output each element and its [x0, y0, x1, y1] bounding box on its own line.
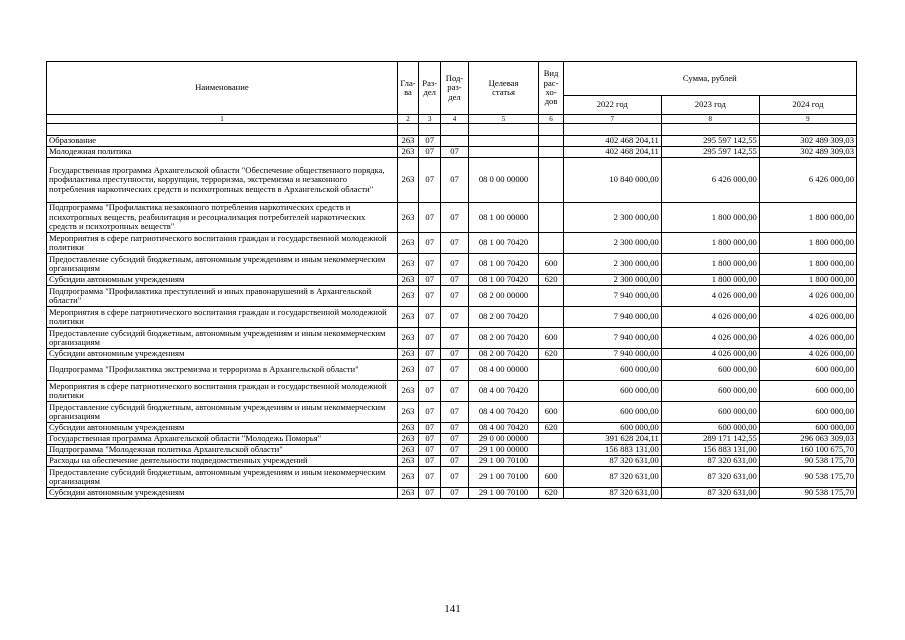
row-razdel: 07 — [419, 147, 441, 158]
row-vid — [539, 233, 563, 254]
table-row — [47, 423, 857, 434]
row-sum-2024: 6 426 000,00 — [759, 158, 856, 203]
row-glava: 263 — [397, 360, 418, 381]
row-vid — [539, 307, 563, 328]
row-sum-2024: 302 489 309,03 — [759, 136, 856, 147]
row-razdel: 07 — [419, 381, 441, 402]
row-sum-2022: 391 628 204,11 — [563, 434, 661, 445]
row-sum-2023: 1 800 000,00 — [661, 254, 759, 275]
table-row — [47, 203, 857, 233]
table-row — [47, 488, 857, 499]
row-vid — [539, 445, 563, 456]
row-glava: 263 — [397, 381, 418, 402]
row-sum-2024: 600 000,00 — [759, 360, 856, 381]
row-sum-2023: 4 026 000,00 — [661, 286, 759, 307]
row-name: Предоставление субсидий бюджетным, автономным учреждениям и иным некоммерческим организациям — [47, 402, 398, 423]
row-razdel: 07 — [419, 360, 441, 381]
row-tselevaya: 29 1 00 00000 — [468, 445, 539, 456]
row-glava: 263 — [397, 445, 418, 456]
row-sum-2022: 600 000,00 — [563, 402, 661, 423]
row-sum-2022: 87 320 631,00 — [563, 488, 661, 499]
row-sum-2024: 1 800 000,00 — [759, 275, 856, 286]
row-sum-2024: 600 000,00 — [759, 381, 856, 402]
row-glava: 263 — [397, 423, 418, 434]
row-glava: 263 — [397, 402, 418, 423]
row-podrazdel: 07 — [441, 423, 468, 434]
row-tselevaya: 08 4 00 70420 — [468, 423, 539, 434]
row-podrazdel: 07 — [441, 233, 468, 254]
row-sum-2024: 1 800 000,00 — [759, 254, 856, 275]
column-number: 8 — [661, 115, 759, 124]
row-name: Субсидии автономным учреждениям — [47, 275, 398, 286]
row-glava: 263 — [397, 456, 418, 467]
row-vid: 620 — [539, 423, 563, 434]
row-podrazdel: 07 — [441, 147, 468, 158]
row-podrazdel: 07 — [441, 307, 468, 328]
row-sum-2023: 1 800 000,00 — [661, 203, 759, 233]
column-number: 1 — [47, 115, 398, 124]
row-sum-2023: 4 026 000,00 — [661, 328, 759, 349]
row-sum-2024: 4 026 000,00 — [759, 349, 856, 360]
table-row — [47, 254, 857, 275]
column-number: 2 — [397, 115, 418, 124]
row-vid — [539, 203, 563, 233]
row-sum-2022: 2 300 000,00 — [563, 275, 661, 286]
row-sum-2023: 87 320 631,00 — [661, 467, 759, 488]
row-name: Предоставление субсидий бюджетным, автономным учреждениям и иным некоммерческим организациям — [47, 254, 398, 275]
row-tselevaya: 08 2 00 70420 — [468, 307, 539, 328]
row-sum-2023: 1 800 000,00 — [661, 233, 759, 254]
table-row — [47, 158, 857, 203]
row-razdel: 07 — [419, 402, 441, 423]
row-podrazdel: 07 — [441, 467, 468, 488]
table-row — [47, 445, 857, 456]
row-sum-2022: 600 000,00 — [563, 423, 661, 434]
row-name: Образование — [47, 136, 398, 147]
row-sum-2023: 600 000,00 — [661, 360, 759, 381]
row-glava: 263 — [397, 136, 418, 147]
row-sum-2023: 600 000,00 — [661, 381, 759, 402]
row-sum-2023: 87 320 631,00 — [661, 456, 759, 467]
header-vid: Вид рас- хо- дов — [539, 62, 563, 115]
table-row — [47, 275, 857, 286]
row-tselevaya — [468, 136, 539, 147]
row-sum-2024: 600 000,00 — [759, 423, 856, 434]
row-sum-2023: 87 320 631,00 — [661, 488, 759, 499]
table-row — [47, 434, 857, 445]
header-name: Наименование — [47, 62, 398, 115]
row-sum-2024: 1 800 000,00 — [759, 233, 856, 254]
row-tselevaya: 08 4 00 70420 — [468, 402, 539, 423]
row-sum-2024: 90 538 175,70 — [759, 456, 856, 467]
row-podrazdel: 07 — [441, 328, 468, 349]
row-sum-2022: 402 468 204,11 — [563, 136, 661, 147]
row-razdel: 07 — [419, 136, 441, 147]
row-sum-2022: 87 320 631,00 — [563, 456, 661, 467]
row-vid — [539, 286, 563, 307]
header-glava: Гла- ва — [397, 62, 418, 115]
row-razdel: 07 — [419, 275, 441, 286]
row-name: Подпрограмма "Молодежная политика Архангельской области" — [47, 445, 398, 456]
table-row — [47, 360, 857, 381]
row-tselevaya: 08 1 00 00000 — [468, 203, 539, 233]
table-row — [47, 456, 857, 467]
row-sum-2023: 1 800 000,00 — [661, 275, 759, 286]
table-row — [47, 349, 857, 360]
row-razdel: 07 — [419, 349, 441, 360]
row-name: Мероприятия в сфере патриотического воспитания граждан и государственной молодежной политики — [47, 307, 398, 328]
row-sum-2022: 7 940 000,00 — [563, 307, 661, 328]
row-razdel: 07 — [419, 423, 441, 434]
row-vid — [539, 158, 563, 203]
row-glava: 263 — [397, 254, 418, 275]
row-razdel: 07 — [419, 233, 441, 254]
row-razdel: 07 — [419, 158, 441, 203]
row-tselevaya: 08 4 00 70420 — [468, 381, 539, 402]
row-name: Предоставление субсидий бюджетным, автономным учреждениям и иным некоммерческим организациям — [47, 328, 398, 349]
table-row — [47, 307, 857, 328]
row-vid: 620 — [539, 488, 563, 499]
row-tselevaya: 08 0 00 00000 — [468, 158, 539, 203]
row-vid — [539, 147, 563, 158]
row-glava: 263 — [397, 203, 418, 233]
row-sum-2023: 600 000,00 — [661, 423, 759, 434]
row-glava: 263 — [397, 328, 418, 349]
row-name: Молодежная политика — [47, 147, 398, 158]
row-vid — [539, 360, 563, 381]
header-year-2022: 2022 год — [563, 96, 661, 115]
row-sum-2023: 4 026 000,00 — [661, 307, 759, 328]
row-podrazdel: 07 — [441, 203, 468, 233]
row-glava: 263 — [397, 233, 418, 254]
row-sum-2022: 10 840 000,00 — [563, 158, 661, 203]
row-glava: 263 — [397, 158, 418, 203]
row-glava: 263 — [397, 147, 418, 158]
row-tselevaya: 29 1 00 70100 — [468, 456, 539, 467]
row-sum-2024: 90 538 175,70 — [759, 467, 856, 488]
row-glava: 263 — [397, 349, 418, 360]
table-row — [47, 233, 857, 254]
row-tselevaya: 08 2 00 70420 — [468, 328, 539, 349]
row-podrazdel: 07 — [441, 402, 468, 423]
row-sum-2022: 402 468 204,11 — [563, 147, 661, 158]
table-row — [47, 286, 857, 307]
row-razdel: 07 — [419, 488, 441, 499]
row-sum-2022: 7 940 000,00 — [563, 328, 661, 349]
row-razdel: 07 — [419, 254, 441, 275]
row-podrazdel: 07 — [441, 275, 468, 286]
table-row — [47, 147, 857, 158]
row-sum-2023: 6 426 000,00 — [661, 158, 759, 203]
row-podrazdel: 07 — [441, 434, 468, 445]
header-row — [47, 62, 857, 96]
table-row — [47, 381, 857, 402]
row-sum-2023: 600 000,00 — [661, 402, 759, 423]
row-podrazdel: 07 — [441, 158, 468, 203]
budget-table — [46, 61, 857, 499]
row-sum-2024: 296 063 309,03 — [759, 434, 856, 445]
table-body — [47, 62, 857, 499]
row-tselevaya: 08 4 00 00000 — [468, 360, 539, 381]
table-row — [47, 467, 857, 488]
row-vid: 600 — [539, 402, 563, 423]
column-number: 6 — [539, 115, 563, 124]
row-vid — [539, 456, 563, 467]
row-glava: 263 — [397, 467, 418, 488]
header-summa: Сумма, рублей — [563, 62, 856, 96]
row-sum-2022: 2 300 000,00 — [563, 233, 661, 254]
row-name: Государственная программа Архангельской области "Обеспечение общественного порядка, профилактика преступности, коррупции, терроризма, экстремизма и незаконного потребления наркотических средств и психотропных веществ в Архангельской области" — [47, 158, 398, 203]
row-podrazdel: 07 — [441, 349, 468, 360]
row-sum-2024: 302 489 309,03 — [759, 147, 856, 158]
row-sum-2024: 600 000,00 — [759, 402, 856, 423]
row-podrazdel: 07 — [441, 456, 468, 467]
table-row — [47, 136, 857, 147]
row-podrazdel: 07 — [441, 286, 468, 307]
table-row — [47, 328, 857, 349]
row-podrazdel — [441, 136, 468, 147]
row-glava: 263 — [397, 275, 418, 286]
column-number: 4 — [441, 115, 468, 124]
row-razdel: 07 — [419, 456, 441, 467]
row-name: Подпрограмма "Профилактика экстремизма и терроризма в Архангельской области" — [47, 360, 398, 381]
row-sum-2024: 4 026 000,00 — [759, 328, 856, 349]
row-tselevaya — [468, 147, 539, 158]
row-name: Предоставление субсидий бюджетным, автономным учреждениям и иным некоммерческим организациям — [47, 467, 398, 488]
row-tselevaya: 29 0 00 00000 — [468, 434, 539, 445]
row-tselevaya: 08 1 00 70420 — [468, 275, 539, 286]
row-sum-2022: 2 300 000,00 — [563, 203, 661, 233]
header-podrazdel: Под- раз- дел — [441, 62, 468, 115]
header-year-2024: 2024 год — [759, 96, 856, 115]
row-razdel: 07 — [419, 434, 441, 445]
row-name: Субсидии автономным учреждениям — [47, 423, 398, 434]
row-name: Подпрограмма "Профилактика преступлений и иных правонарушений в Архангельской области" — [47, 286, 398, 307]
row-vid — [539, 136, 563, 147]
row-sum-2022: 7 940 000,00 — [563, 286, 661, 307]
column-number: 3 — [419, 115, 441, 124]
row-sum-2022: 7 940 000,00 — [563, 349, 661, 360]
row-glava: 263 — [397, 307, 418, 328]
row-name: Подпрограмма "Профилактика незаконного потребления наркотических средств и психотропных веществ, реабилитация и ресоциализация потребителей наркотических средств и психотропных веществ" — [47, 203, 398, 233]
row-name: Субсидии автономным учреждениям — [47, 349, 398, 360]
row-razdel: 07 — [419, 328, 441, 349]
row-vid — [539, 381, 563, 402]
row-sum-2024: 90 538 175,70 — [759, 488, 856, 499]
row-razdel: 07 — [419, 467, 441, 488]
row-podrazdel: 07 — [441, 360, 468, 381]
row-vid: 620 — [539, 275, 563, 286]
column-number-row — [47, 115, 857, 124]
row-razdel: 07 — [419, 307, 441, 328]
row-tselevaya: 08 2 00 70420 — [468, 349, 539, 360]
header-tselevaya: Целевая статья — [468, 62, 539, 115]
row-vid — [539, 434, 563, 445]
row-name: Мероприятия в сфере патриотического воспитания граждан и государственной молодежной политики — [47, 381, 398, 402]
row-vid: 600 — [539, 328, 563, 349]
row-vid: 600 — [539, 467, 563, 488]
row-tselevaya: 08 1 00 70420 — [468, 254, 539, 275]
row-tselevaya: 08 1 00 70420 — [468, 233, 539, 254]
blank-row — [47, 124, 857, 136]
row-razdel: 07 — [419, 445, 441, 456]
row-sum-2023: 295 597 142,55 — [661, 147, 759, 158]
row-sum-2023: 4 026 000,00 — [661, 349, 759, 360]
row-sum-2024: 160 100 675,70 — [759, 445, 856, 456]
row-name: Субсидии автономным учреждениям — [47, 488, 398, 499]
page-number: 141 — [444, 603, 461, 615]
header-year-2023: 2023 год — [661, 96, 759, 115]
row-glava: 263 — [397, 434, 418, 445]
row-sum-2024: 1 800 000,00 — [759, 203, 856, 233]
row-podrazdel: 07 — [441, 488, 468, 499]
row-sum-2024: 4 026 000,00 — [759, 307, 856, 328]
row-glava: 263 — [397, 488, 418, 499]
row-tselevaya: 29 1 00 70100 — [468, 467, 539, 488]
row-sum-2022: 156 883 131,00 — [563, 445, 661, 456]
row-tselevaya: 29 1 00 70100 — [468, 488, 539, 499]
row-podrazdel: 07 — [441, 254, 468, 275]
table-row — [47, 402, 857, 423]
row-razdel: 07 — [419, 286, 441, 307]
row-name: Расходы на обеспечение деятельности подведомственных учреждений — [47, 456, 398, 467]
row-sum-2023: 289 171 142,55 — [661, 434, 759, 445]
row-name: Мероприятия в сфере патриотического воспитания граждан и государственной молодежной политики — [47, 233, 398, 254]
row-razdel: 07 — [419, 203, 441, 233]
row-sum-2022: 2 300 000,00 — [563, 254, 661, 275]
column-number: 5 — [468, 115, 539, 124]
row-podrazdel: 07 — [441, 445, 468, 456]
row-podrazdel: 07 — [441, 381, 468, 402]
row-name: Государственная программа Архангельской области "Молодежь Поморья" — [47, 434, 398, 445]
column-number: 9 — [759, 115, 856, 124]
row-sum-2022: 87 320 631,00 — [563, 467, 661, 488]
row-glava: 263 — [397, 286, 418, 307]
row-vid: 620 — [539, 349, 563, 360]
row-tselevaya: 08 2 00 00000 — [468, 286, 539, 307]
header-razdel: Раз- дел — [419, 62, 441, 115]
row-sum-2022: 600 000,00 — [563, 360, 661, 381]
row-sum-2023: 156 883 131,00 — [661, 445, 759, 456]
row-sum-2024: 4 026 000,00 — [759, 286, 856, 307]
column-number: 7 — [563, 115, 661, 124]
row-sum-2023: 295 597 142,55 — [661, 136, 759, 147]
row-sum-2022: 600 000,00 — [563, 381, 661, 402]
row-vid: 600 — [539, 254, 563, 275]
